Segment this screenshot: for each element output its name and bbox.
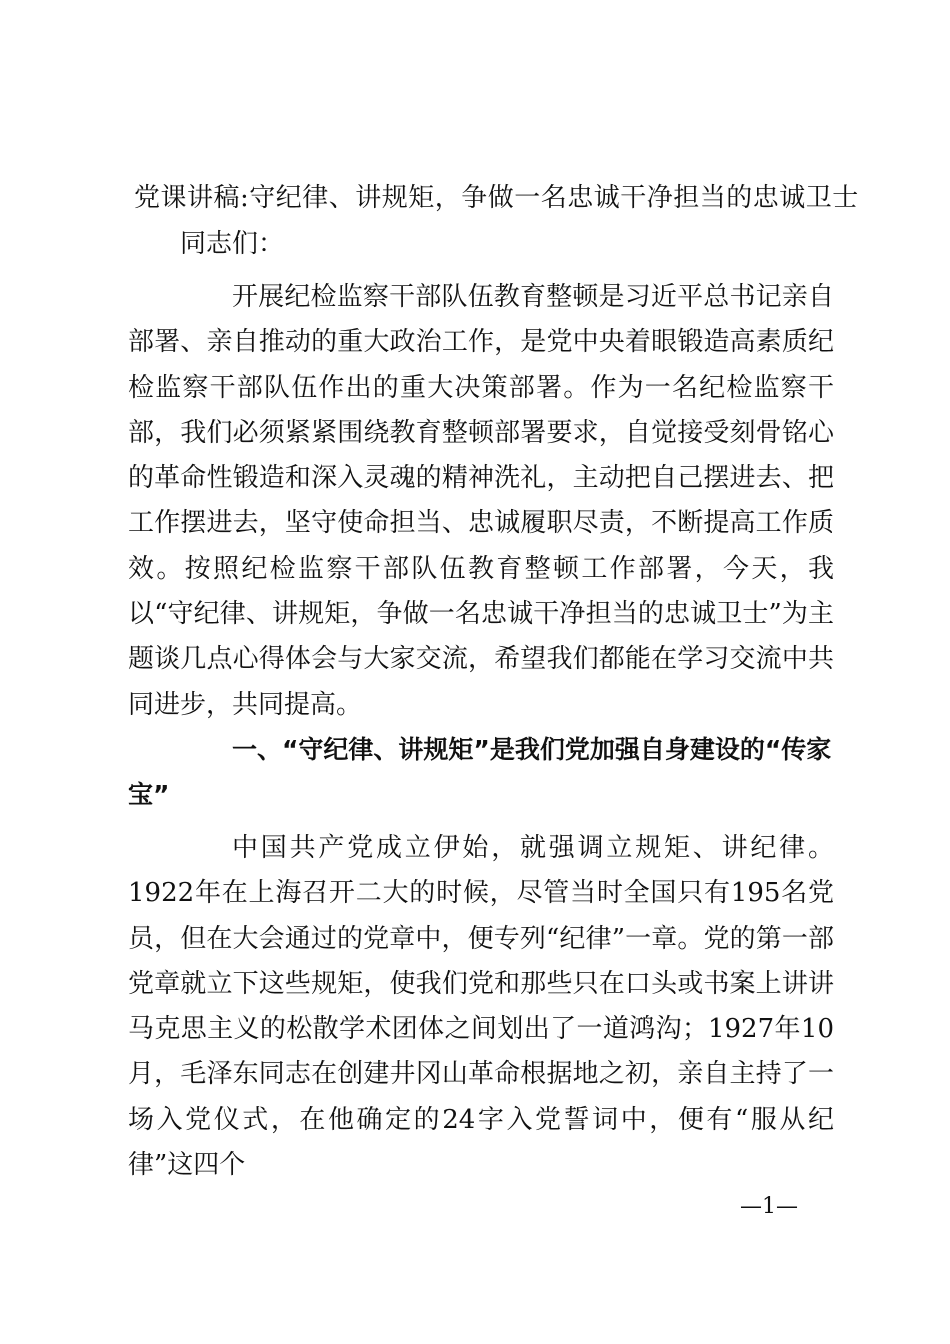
salutation: 同志们： xyxy=(180,229,285,259)
page-number: —1— xyxy=(740,1194,798,1219)
paragraph-intro: 开展纪检监察干部队伍教育整顿是习近平总书记亲自部署、亲自推动的重大政治工作，是党中央着眼锻造高素质纪检监察干部队伍作出的重大决策部署。作为一名纪检监察干部，我们必须紧紧围绕教育整顿部署要求，自觉接受刻骨铭心的革命性锻造和深入灵魂的精神洗礼，主动把自己摆进去、把工作摆进去，坚守使命担当、忠诚履职尽责，不断提高工作质效。按照纪检监察干部队伍教育整顿工作部署，今天，我以“守纪律、讲规矩，争做一名忠诚干净担当的忠诚卫士”为主题谈几点心得体会与大家交流，希望我们都能在学习交流中共同进步，共同提高。 xyxy=(128,282,834,720)
paragraph-history: 中国共产党成立伊始，就强调立规矩、讲纪律。1922年在上海召开二大的时候，尽管当时全国只有195名党员，但在大会通过的党章中，便专列“纪律”一章。党的第一部党章就立下这些规矩，使我们党和那些只在口头或书案上讲讲马克思主义的松散学术团体之间划出了一道鸿沟；1927年10月，毛泽东同志在创建井冈山革命根据地之初，亲自主持了一场入党仪式，在他确定的24字入党誓词中，便有“服从纪律”这四个 xyxy=(128,833,834,1181)
document-title: 党课讲稿:守纪律、讲规矩，争做一名忠诚干净担当的忠诚卫士 xyxy=(134,183,859,213)
section-heading-1: 一、“守纪律、讲规矩”是我们党加强自身建设的“传家宝” xyxy=(128,735,832,809)
